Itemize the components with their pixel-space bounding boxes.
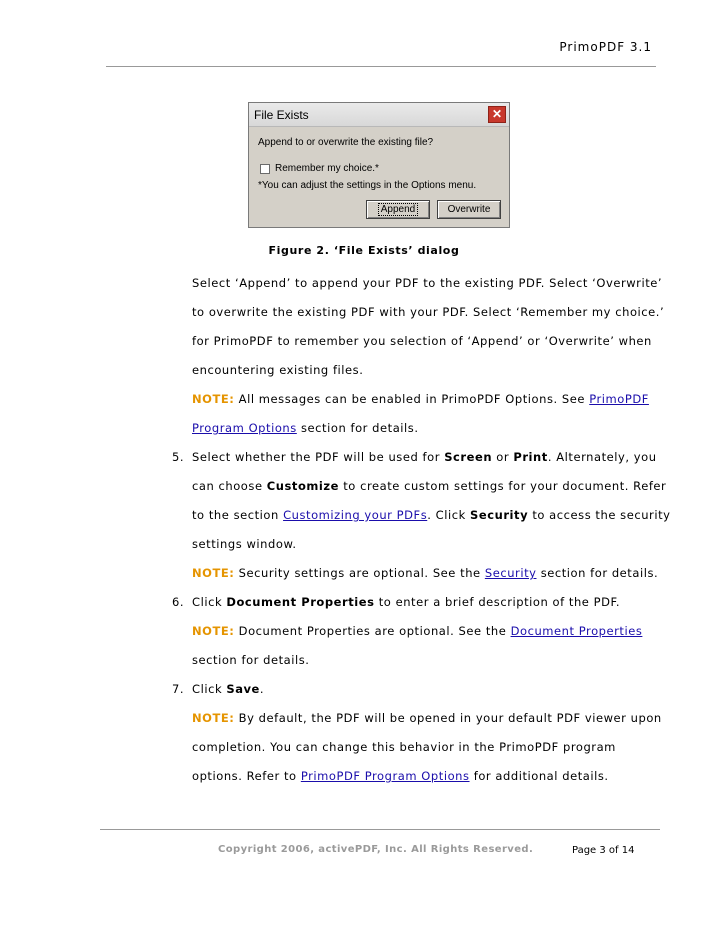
list-number: 6. (172, 595, 185, 609)
text-segment: to access the security (528, 508, 671, 522)
list-item-line (192, 508, 670, 522)
primopdf-program-options-link[interactable]: PrimoPDF Program Options (300, 769, 470, 783)
note-label: NOTE: (192, 624, 235, 638)
header-divider (106, 66, 656, 67)
figure-label: Figure 2. (268, 244, 330, 257)
primopdf-options-link[interactable]: PrimoPDF (589, 392, 649, 406)
remember-choice-checkbox[interactable] (260, 164, 270, 174)
list-item-line (192, 479, 666, 493)
note-tail: section for details. (536, 566, 659, 580)
footer-divider (100, 829, 660, 830)
overwrite-button[interactable]: Overwrite (437, 200, 501, 219)
note-text: Security settings are optional. See the (234, 566, 485, 580)
list-item-line (192, 450, 657, 464)
text-segment: Click (192, 682, 227, 696)
footer-copyright: Copyright 2006, activePDF, Inc. All Rights Reserved. (218, 844, 534, 855)
security-link[interactable]: Security (484, 566, 537, 580)
dialog-title: File Exists (249, 103, 509, 127)
text-segment: to create custom settings for your document. Refer (339, 479, 667, 493)
text-segment: . (259, 682, 265, 696)
close-icon[interactable]: ✕ (488, 106, 506, 123)
note-line (192, 566, 658, 580)
save-term: Save (226, 682, 260, 696)
text-segment: or (492, 450, 514, 464)
text-segment: . Alternately, you (547, 450, 657, 464)
list-number: 7. (172, 682, 185, 696)
security-term: Security (470, 508, 529, 522)
note-line (192, 392, 649, 406)
header-title: PrimoPDF 3.1 (559, 40, 652, 54)
dialog-question: Append to or overwrite the existing file? (258, 137, 434, 148)
paragraph-line: for PrimoPDF to remember you selection of ‘Append’ or ‘Overwrite’ when (192, 334, 652, 348)
list-number: 5. (172, 450, 185, 464)
figure-caption (0, 244, 728, 257)
remember-choice-label[interactable]: Remember my choice.* (275, 163, 379, 174)
note-label: NOTE: (192, 711, 235, 725)
customizing-link[interactable]: Customizing your PDFs (283, 508, 428, 522)
note-tail: section for details. (296, 421, 419, 435)
list-item-line: section for details. (192, 653, 310, 667)
note-text: By default, the PDF will be opened in your default PDF viewer upon (234, 711, 662, 725)
program-options-link[interactable]: Program Options (192, 421, 297, 435)
figure-text: ‘File Exists’ dialog (333, 244, 460, 257)
note-line (192, 421, 419, 435)
text-segment: for additional details. (469, 769, 609, 783)
screen-term: Screen (444, 450, 493, 464)
list-item-line: completion. You can change this behavior in the PrimoPDF program (192, 740, 616, 754)
list-item-line (192, 769, 609, 783)
page-number: Page 3 of 14 (572, 845, 635, 856)
text-segment: options. Refer to (192, 769, 301, 783)
text-segment: to enter a brief description of the PDF. (374, 595, 621, 609)
list-item-line (192, 682, 264, 696)
paragraph-line: to overwrite the existing PDF with your PDF. Select ‘Remember my choice.’ (192, 305, 665, 319)
list-item-line: settings window. (192, 537, 297, 551)
text-segment: to the section (192, 508, 284, 522)
append-button-label: Append (380, 204, 416, 215)
dialog-note: *You can adjust the settings in the Options menu. (258, 180, 477, 191)
append-button[interactable] (366, 200, 430, 219)
note-line (192, 711, 662, 725)
text-segment: Click (192, 595, 227, 609)
file-exists-dialog (248, 102, 510, 228)
document-properties-link[interactable]: Document Properties (510, 624, 643, 638)
document-properties-term: Document Properties (226, 595, 375, 609)
paragraph-line: Select ‘Append’ to append your PDF to the existing PDF. Select ‘Overwrite’ (192, 276, 663, 290)
text-segment: can choose (192, 479, 267, 493)
paragraph-line: encountering existing files. (192, 363, 364, 377)
text-segment: . Click (427, 508, 471, 522)
list-item-line (192, 595, 620, 609)
print-term: Print (513, 450, 548, 464)
customize-term: Customize (266, 479, 340, 493)
note-label: NOTE: (192, 566, 235, 580)
note-line (192, 624, 642, 638)
note-label: NOTE: (192, 392, 235, 406)
text-segment: Select whether the PDF will be used for (192, 450, 445, 464)
note-text: All messages can be enabled in PrimoPDF Options. See (234, 392, 590, 406)
note-text: Document Properties are optional. See the (234, 624, 511, 638)
